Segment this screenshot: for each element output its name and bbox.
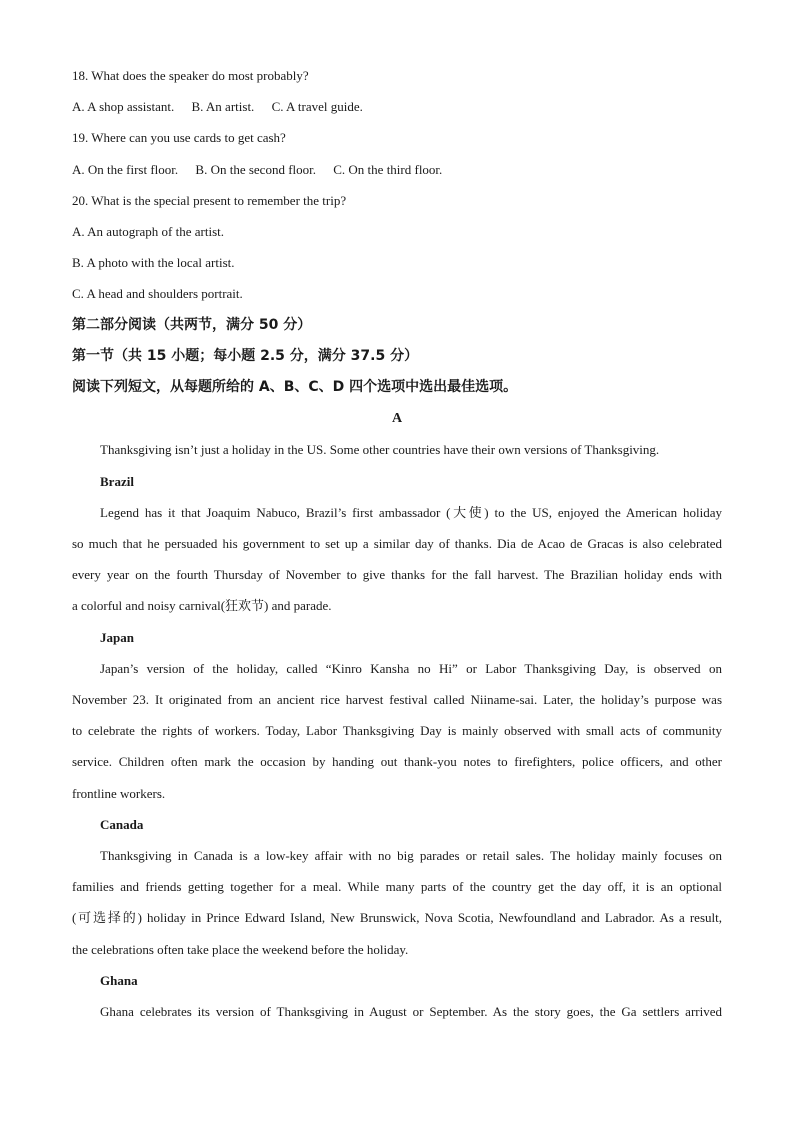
text-line: (可选择的) holiday in Prince Edward Island, New Brunswick, Nova Scotia, Newfoundland and Labrador. As a result, [72, 910, 722, 926]
section-subtitle: 第一节（共 15 小题；每小题 2.5 分，满分 37.5 分） [72, 347, 419, 364]
paragraph-japan [72, 653, 722, 809]
heading-ghana: Ghana [100, 972, 138, 988]
heading-canada: Canada [100, 816, 144, 832]
paragraph-brazil [72, 497, 722, 622]
text-line: families and friends getting together for a meal. While many parts of the country get the day off, it is an optional [72, 879, 722, 895]
text-line: November 23. It originated from an ancient rice harvest festival called Niiname-sai. Later, the holiday’s purpose was [72, 692, 722, 708]
document-page [72, 60, 722, 1027]
paragraph-canada [72, 840, 722, 965]
text-line: frontline workers. [72, 785, 166, 801]
question-19-options [72, 154, 722, 185]
text-line: service. Children often mark the occasion by handing out thank-you notes to firefighters, police officers, and other [72, 754, 722, 770]
text-line: every year on the fourth Thursday of November to give thanks for the fall harvest. The Brazilian holiday ends with [72, 567, 722, 583]
passage-label: A [391, 411, 403, 427]
option-a: A. A shop assistant. [72, 99, 175, 115]
text-line: Japan’s version of the holiday, called “Kinro Kansha no Hi” or Labor Thanksgiving Day, is observed on [100, 660, 722, 676]
option-b: B. A photo with the local artist. [72, 255, 235, 271]
option-b: B. An artist. [191, 99, 255, 115]
heading-brazil: Brazil [100, 473, 134, 489]
passage-intro: Thanksgiving isn’t just a holiday in the US. Some other countries have their own versions of Thanksgiving. [100, 442, 660, 458]
text-line: the celebrations often take place the weekend before the holiday. [72, 941, 409, 957]
text-line: so much that he persuaded his government to set up a similar day of thanks. Dia de Acao de Gracas is also celebrated [72, 536, 722, 552]
question-20: 20. What is the special present to remember the trip? [72, 192, 347, 208]
option-c: C. On the third floor. [333, 161, 443, 177]
paragraph-ghana [72, 996, 722, 1027]
text-line: Thanksgiving in Canada is a low-key affair with no big parades or retail sales. The holiday mainly focuses on [100, 848, 722, 864]
option-c: C. A head and shoulders portrait. [72, 286, 243, 302]
option-a: A. On the first floor. [72, 161, 179, 177]
question-18-options [72, 91, 722, 122]
question-18: 18. What does the speaker do most probably? [72, 68, 309, 83]
text-line: Ghana celebrates its version of Thanksgiving in August or September. As the story goes, the Ga settlers arrived [100, 1004, 722, 1020]
option-c: C. A travel guide. [271, 99, 363, 115]
text-line: Legend has it that Joaquim Nabuco, Brazil’s first ambassador (大使) to the US, enjoyed the American holiday [100, 504, 722, 520]
heading-japan: Japan [100, 629, 134, 645]
section-instruction: 阅读下列短文，从每题所给的 A、B、C、D 四个选项中选出最佳选项。 [72, 379, 518, 396]
question-19: 19. Where can you use cards to get cash? [72, 130, 286, 146]
option-b: B. On the second floor. [195, 161, 316, 177]
option-a: A. An autograph of the artist. [72, 224, 224, 240]
text-line: to celebrate the rights of workers. Today, Labor Thanksgiving Day is mainly observed with small acts of community [72, 723, 722, 739]
part-title: 第二部分阅读（共两节，满分 50 分） [72, 316, 312, 333]
text-line: a colorful and noisy carnival(狂欢节) and parade. [72, 598, 332, 614]
